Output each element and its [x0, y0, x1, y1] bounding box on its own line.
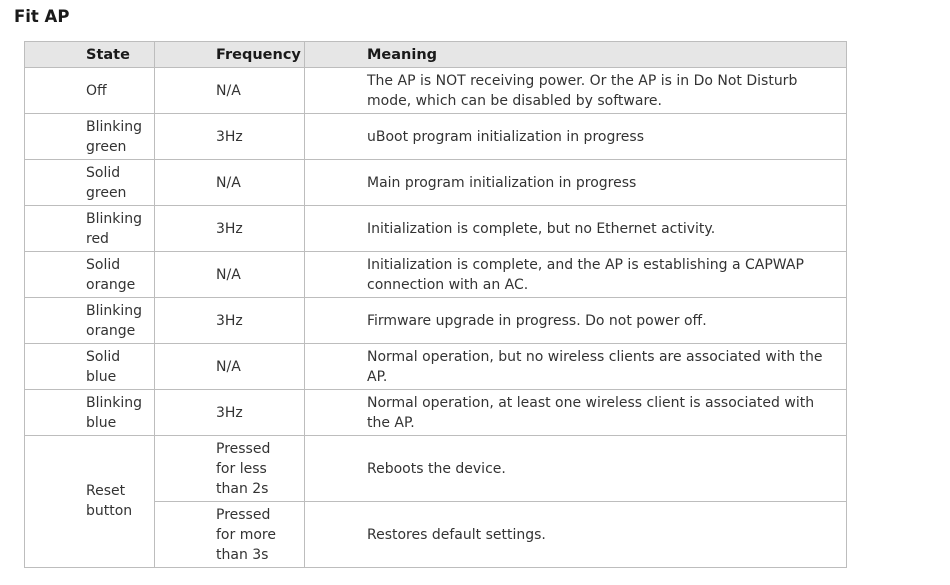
meaning-cell: Initialization is complete, but no Ethernet activity.: [305, 206, 847, 252]
frequency-cell: 3Hz: [155, 298, 305, 344]
table-row: [25, 390, 847, 436]
table-row: [25, 252, 847, 298]
meaning-cell: Firmware upgrade in progress. Do not power off.: [305, 298, 847, 344]
meaning-cell: Reboots the device.: [305, 436, 847, 502]
table-row: [25, 206, 847, 252]
meaning-cell: Normal operation, but no wireless clients are associated with the AP.: [305, 344, 847, 390]
state-cell: Solid green: [25, 160, 155, 206]
frequency-cell: N/A: [155, 344, 305, 390]
frequency-cell: N/A: [155, 68, 305, 114]
frequency-cell: N/A: [155, 252, 305, 298]
meaning-cell: The AP is NOT receiving power. Or the AP is in Do Not Disturb mode, which can be disabled by software.: [305, 68, 847, 114]
column-header-state: State: [25, 42, 155, 68]
state-cell: Solid orange: [25, 252, 155, 298]
table-row-reset-short-press: [25, 436, 847, 502]
frequency-cell: N/A: [155, 160, 305, 206]
table-row: [25, 344, 847, 390]
meaning-cell: Main program initialization in progress: [305, 160, 847, 206]
column-header-meaning: Meaning: [305, 42, 847, 68]
meaning-cell: Normal operation, at least one wireless client is associated with the AP.: [305, 390, 847, 436]
column-header-frequency: Frequency: [155, 42, 305, 68]
state-cell: Blinking red: [25, 206, 155, 252]
frequency-cell: Pressed for less than 2s: [155, 436, 305, 502]
table-row: [25, 114, 847, 160]
state-cell: Blinking orange: [25, 298, 155, 344]
led-status-table: [24, 41, 847, 568]
table-header-row: [25, 42, 847, 68]
state-cell: Off: [25, 68, 155, 114]
frequency-cell: 3Hz: [155, 206, 305, 252]
reset-button-state-cell: Reset button: [25, 436, 155, 568]
table-row: [25, 298, 847, 344]
frequency-cell: Pressed for more than 3s: [155, 502, 305, 568]
state-cell: Blinking green: [25, 114, 155, 160]
frequency-cell: 3Hz: [155, 390, 305, 436]
state-cell: Solid blue: [25, 344, 155, 390]
state-cell: Blinking blue: [25, 390, 155, 436]
frequency-cell: 3Hz: [155, 114, 305, 160]
table-row: [25, 160, 847, 206]
meaning-cell: uBoot program initialization in progress: [305, 114, 847, 160]
table-row: [25, 68, 847, 114]
meaning-cell: Initialization is complete, and the AP is establishing a CAPWAP connection with an AC.: [305, 252, 847, 298]
meaning-cell: Restores default settings.: [305, 502, 847, 568]
page-title: Fit AP: [14, 7, 70, 26]
